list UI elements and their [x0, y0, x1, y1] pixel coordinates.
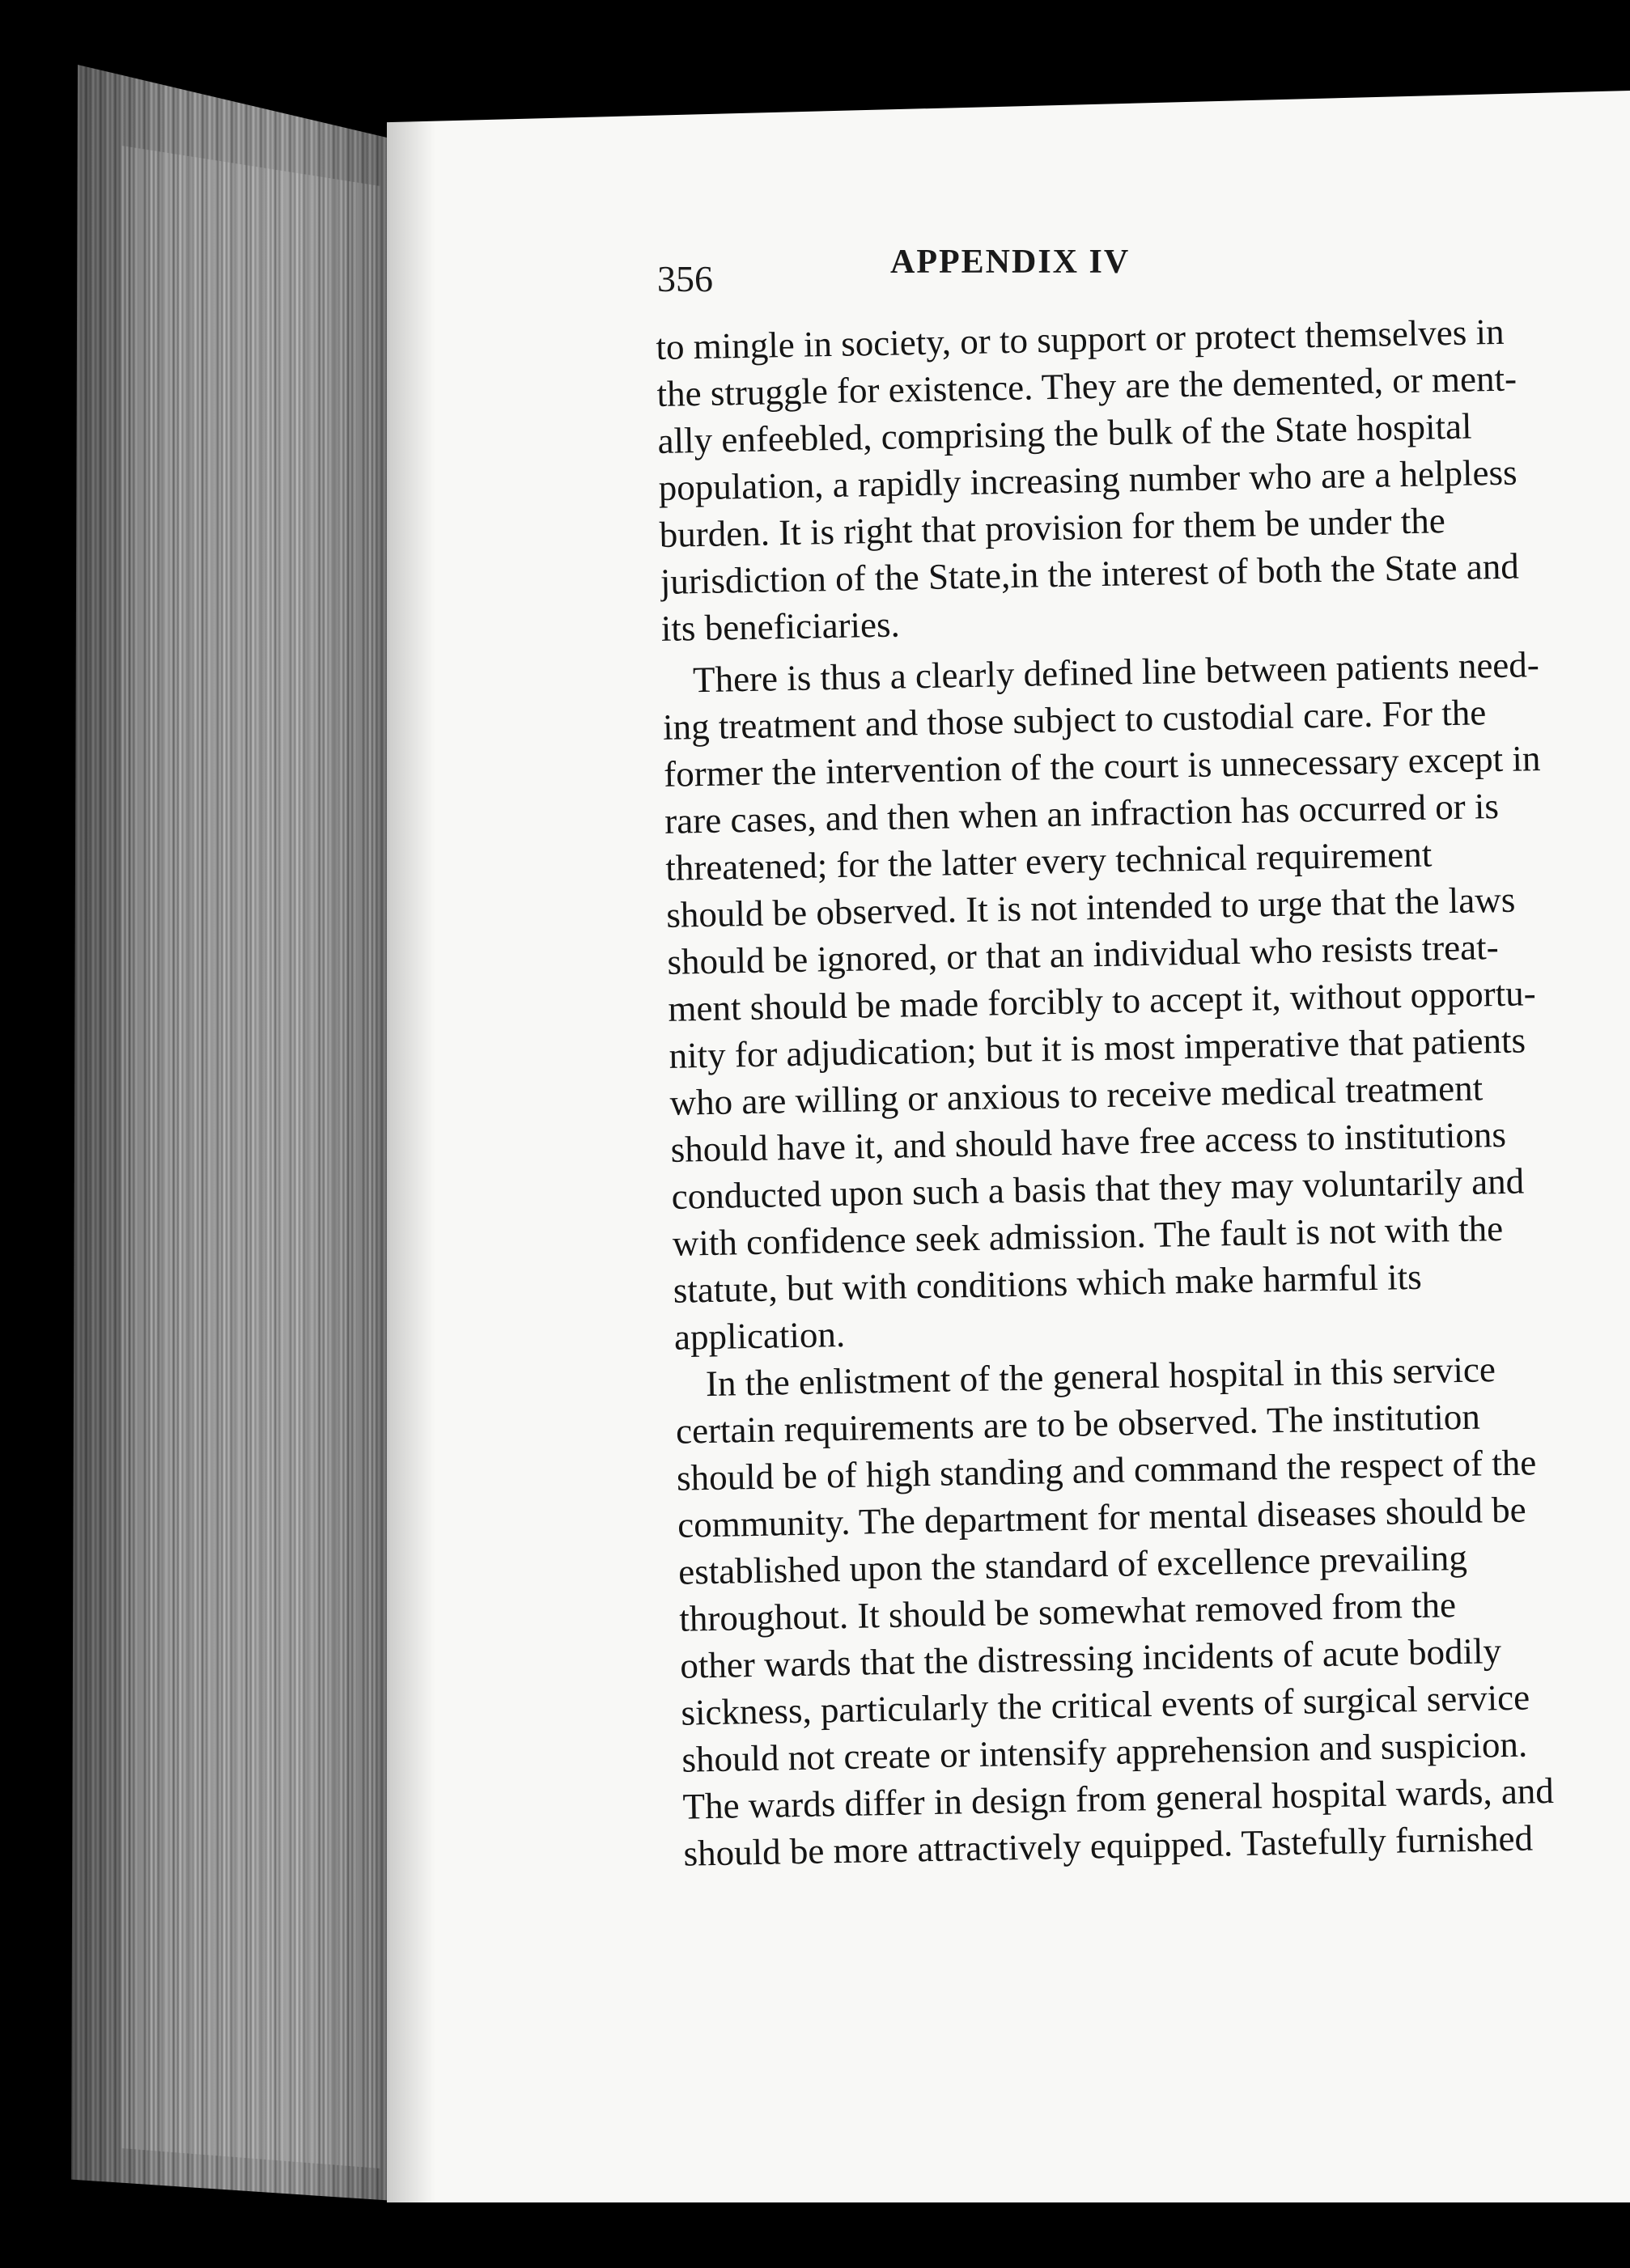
text-line: community. The department for mental diseases should be: [677, 1489, 1526, 1545]
text-line: rare cases, and then when an infraction has occurred or is: [664, 786, 1500, 841]
running-head: APPENDIX IV: [890, 244, 1131, 281]
text-line: burden. It is right that provision for them be under the: [659, 500, 1446, 555]
scan-bottom-border: [0, 2202, 1630, 2268]
text-line: should not create or intensify apprehension and suspicion.: [681, 1723, 1528, 1780]
text-line: nity for adjudication; but it is most imperative that patients: [669, 1020, 1526, 1076]
text-line: ing treatment and those subject to custodial care. For the: [662, 692, 1487, 748]
text-line: application.: [673, 1313, 846, 1358]
text-line: should have it, and should have free access to institutions: [670, 1113, 1507, 1170]
text-line: statute, but with conditions which make harmful its: [673, 1256, 1423, 1311]
text-line: ment should be made forcibly to accept it, without opportu-: [668, 973, 1537, 1029]
text-line: ally enfeebled, comprising the bulk of the State hospital: [657, 405, 1472, 461]
text-line: should be observed. It is not intended to urge that the laws: [665, 879, 1516, 935]
text-line: should be ignored, or that an individual who resists treat-: [667, 926, 1500, 982]
text-line: to mingle in society, or to support or protect themselves in: [656, 311, 1505, 367]
text-line: sickness, particularly the critical events of surgical service: [681, 1677, 1530, 1733]
text-line: former the intervention of the court is unnecessary except in: [663, 738, 1541, 795]
text-line: throughout. It should be somewhat removed from the: [678, 1584, 1457, 1639]
text-line: its beneficiaries.: [660, 604, 901, 649]
text-line: In the enlistment of the general hospital in this service: [705, 1349, 1496, 1405]
text-line: certain requirements are to be observed. The institution: [675, 1396, 1481, 1452]
text-line: other wards that the distressing incidents of acute bodily: [679, 1630, 1502, 1686]
text-line: The wards differ in design from general hospital wards, and: [682, 1770, 1555, 1827]
text-line: should be more attractively equipped. Tastefully furnished: [683, 1817, 1534, 1874]
page-number: 356: [657, 258, 713, 299]
text-line: the struggle for existence. They are the demented, or ment-: [656, 358, 1518, 414]
page-gutter-shadow: [387, 91, 435, 2202]
text-line: with confidence seek admission. The fault is not with the: [672, 1208, 1504, 1264]
book-page-edges-highlight: [121, 146, 380, 2168]
text-line: There is thus a clearly defined line between patients need-: [692, 644, 1540, 701]
text-line: population, a rapidly increasing number who are a helpless: [658, 451, 1518, 508]
text-line: should be of high standing and command the respect of the: [676, 1442, 1537, 1499]
text-line: threatened; for the latter every technical requirement: [664, 833, 1433, 888]
body-text: [656, 305, 1630, 1876]
text-line: who are willing or anxious to receive medical treatment: [669, 1067, 1484, 1123]
text-line: established upon the standard of excellence prevailing: [677, 1537, 1468, 1592]
text-line: conducted upon such a basis that they may voluntarily and: [671, 1160, 1525, 1217]
text-line: jurisdiction of the State,in the interest of both the State and: [660, 545, 1520, 602]
